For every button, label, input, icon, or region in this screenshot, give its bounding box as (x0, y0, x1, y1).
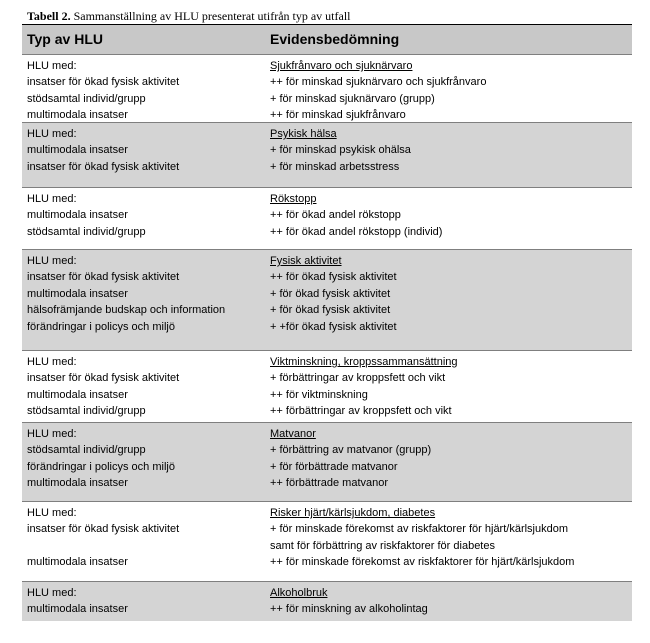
section-title: Fysisk aktivitet (270, 255, 342, 267)
section-title: Risker hjärt/kärlsjukdom, diabetes (270, 507, 436, 519)
section-right-line: + för minskad sjuknärvaro (grupp) (270, 93, 435, 105)
section-right-line: ++ för ökad andel rökstopp (270, 209, 401, 221)
header-evidence: Evidensbedömning (270, 31, 400, 47)
section-title: Alkoholbruk (270, 587, 328, 599)
section-right-line: ++ för viktminskning (270, 389, 368, 401)
section-sickleave (22, 54, 632, 122)
section-left-line: multimodala insatser (27, 556, 128, 568)
header-type: Typ av HLU (27, 31, 103, 47)
section-physical-activity (22, 249, 632, 350)
section-left-line: HLU med: (27, 255, 77, 267)
section-left-line: multimodala insatser (27, 389, 128, 401)
section-title: Matvanor (270, 428, 316, 440)
section-right-line: ++ förbättringar av kroppsfett och vikt (270, 405, 452, 417)
section-left-line: insatser för ökad fysisk aktivitet (27, 161, 180, 173)
section-left-line: HLU med: (27, 60, 77, 72)
section-right-line: ++ för ökad andel rökstopp (individ) (270, 226, 443, 238)
section-title: Viktminskning, kroppssammansättning (270, 356, 458, 368)
section-diet (22, 422, 632, 501)
section-weight-loss (22, 350, 632, 422)
section-left-line: HLU med: (27, 128, 77, 140)
section-right-line: + förbättring av matvanor (grupp) (270, 444, 432, 456)
section-right-line: ++ för minskade förekomst av riskfaktorer för hjärt/kärlsjukdom (270, 556, 575, 568)
section-right-line: + för ökad fysisk aktivitet (270, 304, 391, 316)
section-cardio-risk (22, 501, 632, 581)
section-left-line: stödsamtal individ/grupp (27, 226, 146, 238)
section-left-line: multimodala insatser (27, 109, 128, 121)
section-alcohol (22, 581, 632, 621)
section-left-line: HLU med: (27, 428, 77, 440)
table-caption (27, 9, 351, 24)
section-left-line: förändringar i policys och miljö (27, 321, 175, 333)
section-right-line: ++ för ökad fysisk aktivitet (270, 271, 397, 283)
section-left-line: insatser för ökad fysisk aktivitet (27, 76, 180, 88)
section-right-line: + för förbättrade matvanor (270, 461, 398, 473)
section-right-line: + förbättringar av kroppsfett och vikt (270, 372, 446, 384)
section-left-line: HLU med: (27, 356, 77, 368)
section-left-line: insatser för ökad fysisk aktivitet (27, 271, 180, 283)
section-left-line: multimodala insatser (27, 603, 128, 615)
table-header (22, 25, 632, 54)
section-mental-health (22, 122, 632, 187)
section-right-line: ++ för minskad sjukfrånvaro (270, 109, 406, 121)
section-right-line: ++ förbättrade matvanor (270, 477, 389, 489)
section-left-line: multimodala insatser (27, 144, 128, 156)
section-right-line: + för minskad arbetsstress (270, 161, 400, 173)
caption-text: Sammanställning av HLU presenterat utifrån typ av utfall (70, 9, 351, 23)
section-left-line: multimodala insatser (27, 288, 128, 300)
section-right-line: ++ för minskad sjuknärvaro och sjukfrånvaro (270, 76, 487, 88)
section-left-line: hälsofrämjande budskap och information (27, 304, 226, 316)
evidence-table (22, 24, 632, 621)
section-left-line: stödsamtal individ/grupp (27, 93, 146, 105)
section-right-line: + för ökad fysisk aktivitet (270, 288, 391, 300)
section-right-line: samt för förbättring av riskfaktorer för diabetes (270, 540, 495, 552)
section-title: Rökstopp (270, 193, 317, 205)
section-left-line: insatser för ökad fysisk aktivitet (27, 372, 180, 384)
caption-label: Tabell 2. (27, 9, 71, 23)
section-left-line: HLU med: (27, 193, 77, 205)
section-left-line: stödsamtal individ/grupp (27, 444, 146, 456)
section-left-line: stödsamtal individ/grupp (27, 405, 146, 417)
section-right-line: + +för ökad fysisk aktivitet (270, 321, 397, 333)
section-title: Psykisk hälsa (270, 128, 337, 140)
section-left-line: insatser för ökad fysisk aktivitet (27, 523, 180, 535)
section-title: Sjukfrånvaro och sjuknärvaro (270, 60, 413, 72)
section-right-line: + för minskad psykisk ohälsa (270, 144, 411, 156)
section-left-line: HLU med: (27, 587, 77, 599)
section-right-line: + för minskade förekomst av riskfaktorer för hjärt/kärlsjukdom (270, 523, 569, 535)
section-left-line: multimodala insatser (27, 477, 128, 489)
section-left-line: förändringar i policys och miljö (27, 461, 175, 473)
section-left-line: multimodala insatser (27, 209, 128, 221)
section-left-line: HLU med: (27, 507, 77, 519)
section-right-line: ++ för minskning av alkoholintag (270, 603, 428, 615)
section-smoking (22, 187, 632, 249)
